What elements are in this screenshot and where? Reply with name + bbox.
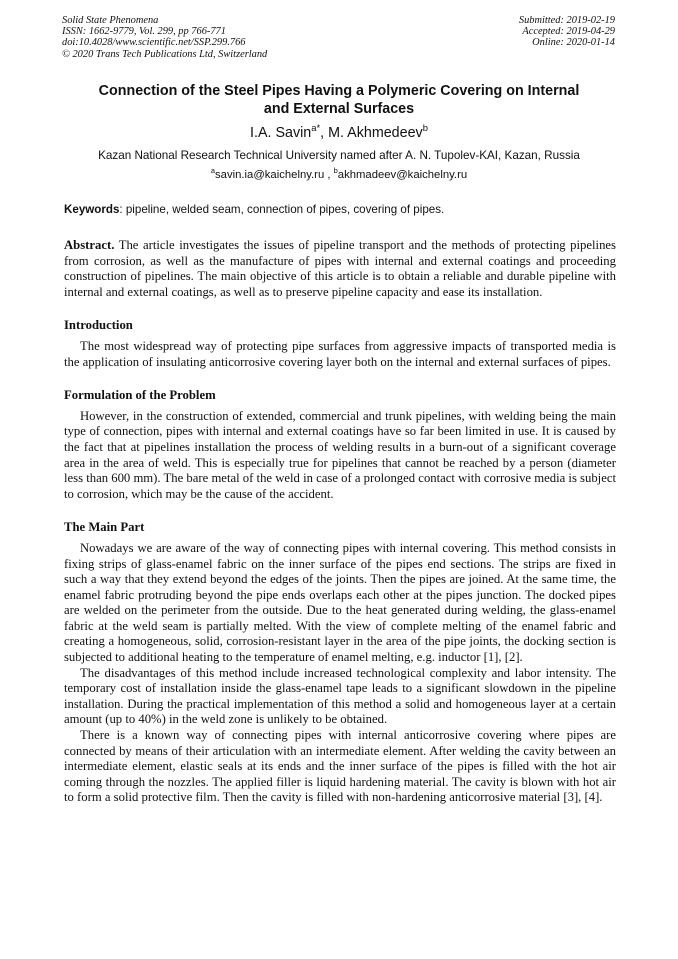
problem-paragraph: However, in the construction of extended, commercial and trunk pipelines, with welding being the main type of connection, pipes with internal and external coatings have so far been limited in use. It is caused by the fact that at pipelines installation the process of welding results in a burn-out of a significant coverage area in the area of weld. This is especially true for pipelines that cannot be reached by a person (diameter less than 600 mm). The bare metal of the weld in case of a prolonged contact with corrosive media is subject to corrosion, which may be the cause of the accident. bbox=[64, 408, 616, 501]
section-heading-main-part: The Main Part bbox=[64, 520, 145, 535]
journal-header-right bbox=[519, 15, 615, 49]
main-paragraph-1: Nowadays we are aware of the way of connecting pipes with internal covering. This method consists in fixing strips of glass-enamel fabric on the inner surface of the pipes end sections. The strips are fixed in such a way that they extend beyond the edges of the joints. Then the pipes are joined. At the same time, the enamel fabric protruding beyond the pipe ends overlaps each other at the pipes junction. The docked pipes are welded on the perimeter from the outside. Due to the heat generated during welding, the glass-enamel fabric at the weld seam is partially melted. With the view of complete melting of the enamel fabric and creating a homogeneous, solid, corrosion-resistant layer in the area of the pipe joints, the docking section is subjected to additional heating to the temperature of enamel melting, e.g. inductor [1], [2]. bbox=[64, 540, 616, 665]
section-heading-introduction: Introduction bbox=[64, 318, 133, 333]
paper-title-line-1: Connection of the Steel Pipes Having a Polymeric Covering on Internal bbox=[98, 83, 580, 99]
author-2: , M. Akhmedeev bbox=[320, 125, 423, 141]
journal-name: Solid State Phenomena bbox=[62, 15, 159, 26]
author-1: I.A. Savin bbox=[250, 125, 312, 141]
author-1-affiliation-mark: a* bbox=[311, 122, 321, 134]
affiliation: Kazan National Research Technical University named after A. N. Tupolev-KAI, Kazan, Russia bbox=[98, 149, 580, 162]
keywords bbox=[64, 203, 616, 217]
intro-paragraph: The most widespread way of protecting pipe surfaces from aggressive impacts of transported media is the application of insulating anticorrosive covering layer both on the internal and external surfaces of pipes. bbox=[64, 338, 616, 369]
email-a[interactable]: savin.ia@kaichelny.ru bbox=[215, 169, 325, 181]
main-paragraph-2: The disadvantages of this method include increased technological complexity and labor intensity. The temporary cost of installation inside the glass-enamel tape leads to a significant slowdown in the pipeline installation. During the practical implementation of this method a solid and homogeneous layer at a certain amount (up to 40%) in the weld zone is unlikely to be obtained. bbox=[64, 665, 616, 727]
paper-title-line-2: and External Surfaces bbox=[263, 101, 415, 117]
accepted-date: Accepted: 2019-04-29 bbox=[522, 26, 615, 38]
abstract-text: The article investigates the issues of pipeline transport and the methods of protecting pipelines from corrosion, as well as the manufacture of pipes with internal and external coatings and proceeding construction of pipelines. The main objective of this article is to obtain a reliable and durable pipeline with internal and external coatings, as well as to preserve pipeline capacity and ease its installation. bbox=[64, 238, 616, 299]
main-paragraph-3: There is a known way of connecting pipes with internal anticorrosive covering where pipes are connected by means of their articulation with an intermediate element. After welding the cavity between an intermediate element, elastic seals at its ends and the inner surface of the pipes is filled with the hot air coming through the nozzles. The applied filler is liquid hardening material. The cavity is blown with hot air to form a solid protective film. Then the cavity is filled with non-hardening anticorrosive material [3], [4]. bbox=[64, 728, 616, 805]
authors bbox=[60, 122, 618, 142]
journal-issn: ISSN: 1662-9779, Vol. 299, pp 766-771 bbox=[62, 26, 226, 38]
email-b[interactable]: akhmadeev@kaichelny.ru bbox=[337, 169, 468, 181]
paper-title bbox=[60, 82, 618, 118]
author-emails bbox=[40, 168, 638, 182]
abstract bbox=[64, 238, 616, 300]
journal-doi: doi:10.4028/www.scientific.net/SSP.299.766 bbox=[62, 37, 246, 49]
submitted-date: Submitted: 2019-02-19 bbox=[518, 15, 615, 26]
paper-body bbox=[64, 238, 616, 806]
keywords-label: Keywords bbox=[64, 203, 120, 216]
email-b-mark: b bbox=[333, 166, 338, 176]
email-separator: , bbox=[324, 169, 334, 181]
email-a-mark: a bbox=[210, 166, 216, 176]
abstract-label: Abstract. bbox=[64, 238, 115, 252]
author-2-affiliation-mark: b bbox=[422, 122, 428, 134]
journal-copyright: © 2020 Trans Tech Publications Ltd, Switzerland bbox=[62, 48, 268, 60]
keywords-list: : pipeline, welded seam, connection of pipes, covering of pipes. bbox=[119, 203, 445, 216]
journal-header-left bbox=[62, 15, 267, 60]
online-date: Online: 2020-01-14 bbox=[532, 37, 615, 49]
section-heading-problem: Formulation of the Problem bbox=[64, 388, 216, 403]
